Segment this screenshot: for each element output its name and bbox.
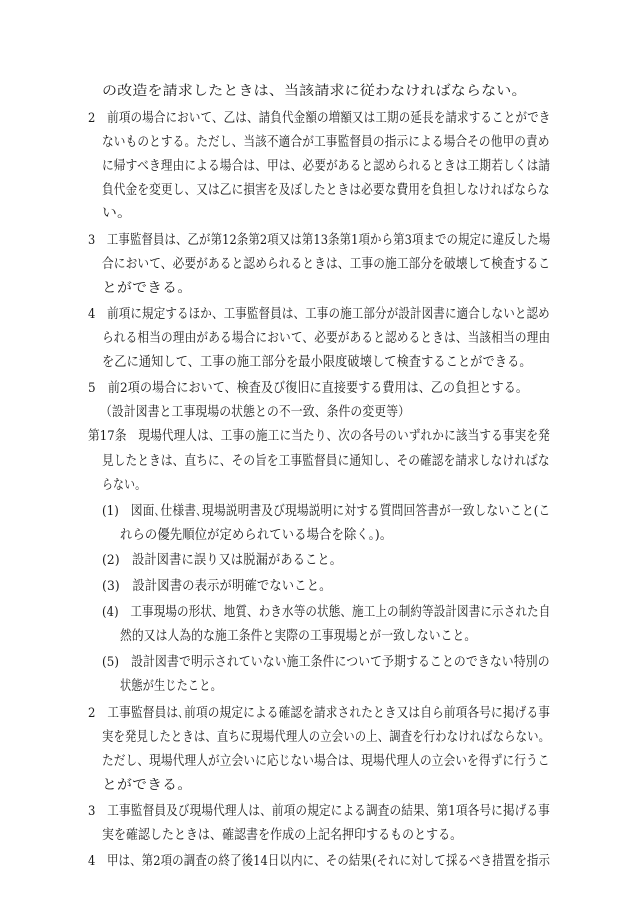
text-line: ただし、現場代理人が立会いに応じない場合は、現場代理人の立会いを得ずに行うこ [102, 754, 550, 769]
text-line: らない。 [102, 478, 147, 493]
text-line: ないものとする。ただし、当該不適合が工事監督員の指示による場合その他甲の責め [102, 135, 550, 150]
text-line: 5 前2項の場合において、検査及び復旧に直接要する費用は、乙の負担とする。 [88, 381, 528, 396]
list-item: (1) 図面､仕様書､現場説明書及び現場説明に対する質問回答書が一致しないこと(こ [102, 504, 551, 519]
text-line: 4 前項に規定するほか、工事監督員は、工事の施工部分が設計図書に適合しないと認め [88, 307, 550, 322]
text-line: とができる。 [102, 281, 193, 296]
text-line: 3 工事監督員は、乙が第12条第2項又は第13条第1項から第3項までの規定に違反した場 [88, 233, 551, 248]
text-line: 4 甲は、第2項の調査の終了後14日以内に、その結果(それに対して採るべき措置を指示 [88, 854, 551, 869]
text-line: の改造を請求したときは、当該請求に従わなければならない。 [102, 84, 527, 99]
list-item-continuation: 然的又は人為的な施工条件と実際の工事現場とが一致しないこと。 [120, 629, 477, 644]
text-line: 実を発見したときは、直ちに現場代理人の立会いの上、調査を行わなければならない。 [102, 730, 551, 745]
text-line: 合において、必要があると認められるときは、工事の施工部分を破壊して検査するこ [102, 257, 551, 272]
text-line: 2 前項の場合において、乙は、請負代金額の増額又は工期の延長を請求することができ [88, 111, 551, 126]
list-item-continuation: 状態が生じたこと。 [120, 679, 222, 694]
article-line: 第17条 現場代理人は、工事の施工に当たり、次の各号のいずれかに該当する事実を発 [88, 429, 550, 444]
text-line: に帰すべき理由による場合は、甲は、必要があると認められるときは工期若しくは請 [102, 159, 551, 174]
list-item: (5) 設計図書で明示されていない施工条件について予期することのできない特別の [102, 655, 550, 670]
text-line: 3 工事監督員及び現場代理人は、前項の規定による調査の結果、第1項各号に掲げる事 [88, 804, 550, 819]
text-line: 負代金を変更し、又は乙に損害を及ぼしたときは必要な費用を負担しなければならな [102, 183, 550, 198]
section-heading: （設計図書と工事現場の状態との不一致、条件の変更等） [100, 405, 411, 420]
text-line: とができる。 [102, 778, 193, 793]
text-line: を乙に通知して、工事の施工部分を最小限度破壊して検査することができる。 [102, 355, 532, 370]
text-line: 見したときは、直ちに、その旨を工事監督員に通知し、その確認を請求しなければな [102, 454, 550, 469]
text-line: 2 工事監督員は､前項の規定による確認を請求されたとき又は自ら前項各号に掲げる事 [88, 706, 551, 721]
list-item: (2) 設計図書に誤り又は脱漏があること。 [102, 553, 343, 568]
text-line: られる相当の理由がある場合において、必要があると認めるときは、当該相当の理由 [102, 331, 551, 346]
list-item: (4) 工事現場の形状、地質、わき水等の状態、施工上の制約等設計図書に示された自 [102, 605, 551, 620]
list-item-continuation: れらの優先順位が定められている場合を除く。)。 [120, 528, 393, 543]
text-line: 実を確認したときは、確認書を作成の上記名押印するものとする。 [102, 828, 463, 843]
list-item: (3) 設計図書の表示が明確でないこと。 [102, 579, 332, 594]
text-line: い。 [102, 206, 133, 221]
